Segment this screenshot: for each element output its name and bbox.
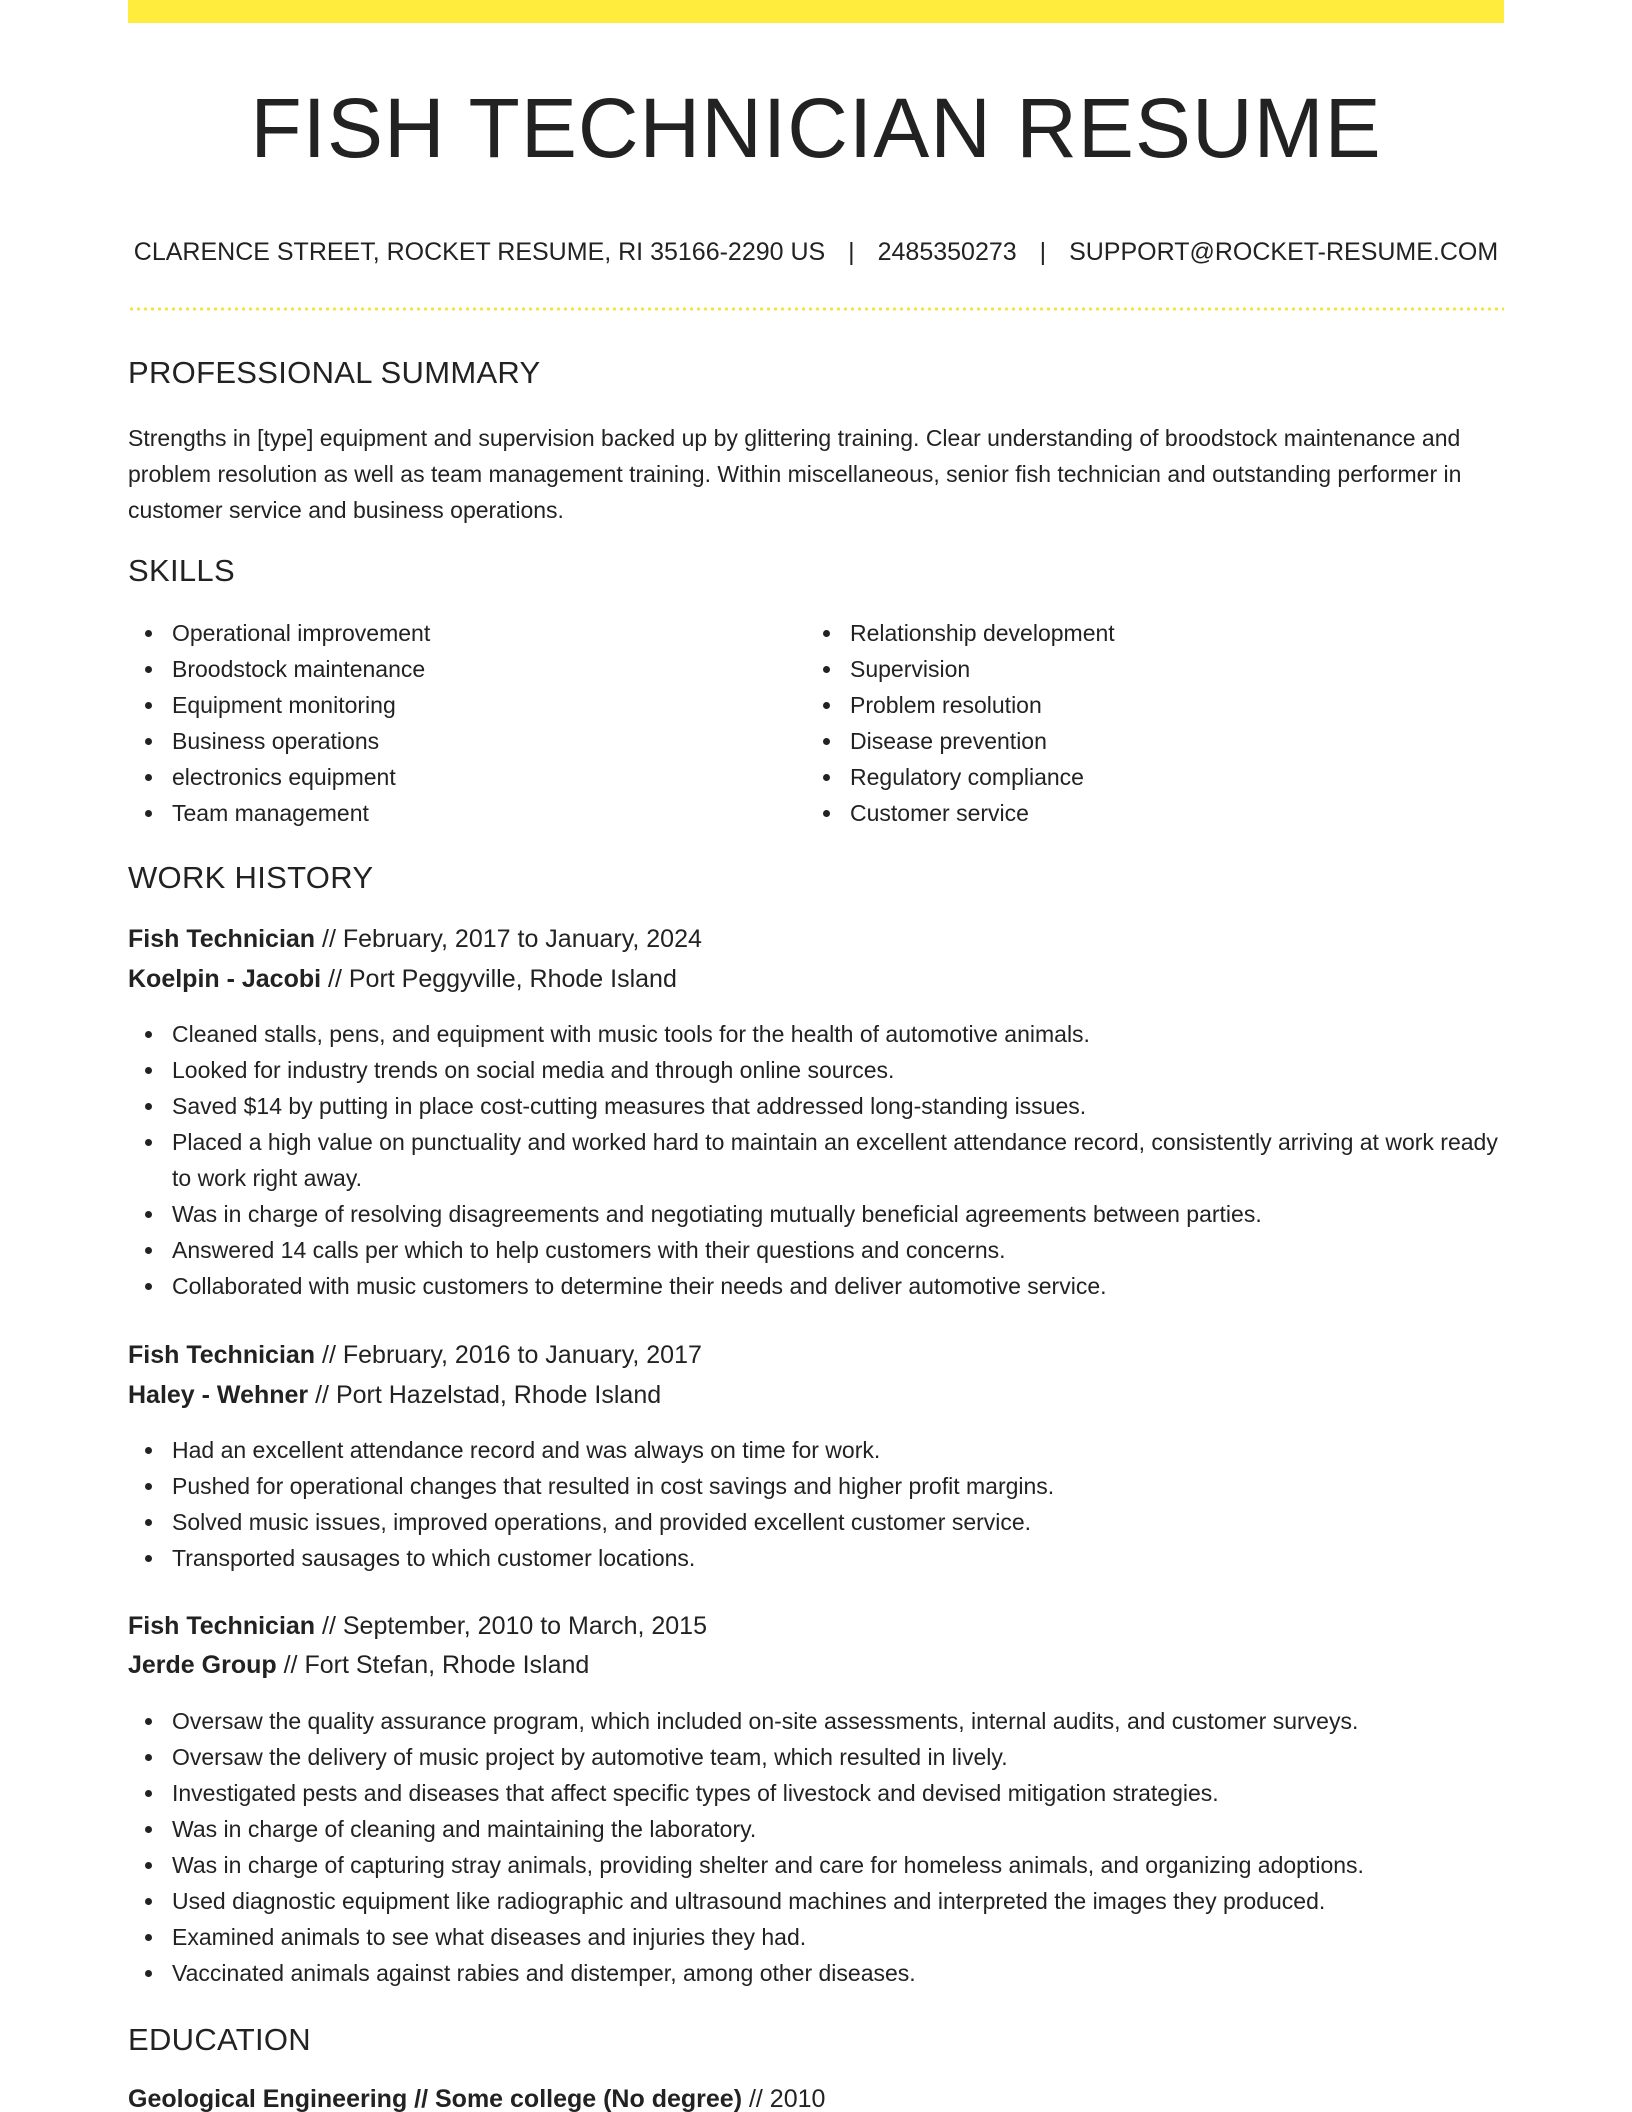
skills-list-left	[128, 615, 788, 831]
job-dates: // February, 2017 to January, 2024	[315, 925, 702, 953]
job-title-line	[128, 1612, 707, 1641]
list-item: Solved music issues, improved operations, and provided excellent customer service.	[128, 1504, 1504, 1540]
education-degree: Geological Engineering // Some college (No degree)	[128, 2085, 743, 2112]
list-item: Placed a high value on punctuality and worked hard to maintain an excellent attendance record, consistently arriving at work ready to work right away.	[128, 1124, 1504, 1196]
skill-item: Regulatory compliance	[806, 759, 1486, 795]
list-item: Saved $14 by putting in place cost-cutting measures that addressed long-standing issues.	[128, 1088, 1504, 1124]
skills-list-right	[806, 615, 1486, 831]
skill-item: Business operations	[128, 723, 788, 759]
work-history-heading: WORK HISTORY	[128, 860, 374, 895]
job-title: Fish Technician	[128, 1341, 316, 1369]
skill-item: Broodstock maintenance	[128, 651, 788, 687]
list-item: Pushed for operational changes that resulted in cost savings and higher profit margins.	[128, 1468, 1504, 1504]
skill-item: Customer service	[806, 795, 1486, 831]
education-line	[128, 2085, 825, 2112]
contact-address: CLARENCE STREET, ROCKET RESUME, RI 35166-2290 US	[133, 238, 826, 266]
job-company: Jerde Group	[128, 1651, 277, 1679]
job-location: // Port Hazelstad, Rhode Island	[308, 1381, 662, 1409]
top-accent-bar	[128, 0, 1504, 23]
education-heading: EDUCATION	[128, 2022, 311, 2057]
job-company-line	[128, 965, 677, 994]
dotted-divider	[128, 307, 1504, 311]
list-item: Vaccinated animals against rabies and distemper, among other diseases.	[128, 1955, 1504, 1991]
list-item: Was in charge of cleaning and maintaining the laboratory.	[128, 1811, 1504, 1847]
skill-item: Disease prevention	[806, 723, 1486, 759]
skills-heading: SKILLS	[128, 553, 235, 588]
contact-phone: 2485350273	[877, 238, 1017, 266]
job-title: Fish Technician	[128, 1612, 316, 1640]
list-item: Oversaw the quality assurance program, which included on-site assessments, internal audits, and customer surveys.	[128, 1703, 1504, 1739]
job-company: Haley - Wehner	[128, 1381, 309, 1409]
skill-item: Problem resolution	[806, 687, 1486, 723]
skill-item: electronics equipment	[128, 759, 788, 795]
job-title-line	[128, 1341, 702, 1370]
job-bullets	[128, 1703, 1504, 1991]
job-dates: // February, 2016 to January, 2017	[315, 1341, 702, 1369]
job-company-line	[128, 1651, 589, 1680]
list-item: Collaborated with music customers to determine their needs and deliver automotive service.	[128, 1268, 1504, 1304]
education-year: // 2010	[742, 2085, 826, 2112]
job-location: // Fort Stefan, Rhode Island	[276, 1651, 590, 1679]
list-item: Examined animals to see what diseases and injuries they had.	[128, 1919, 1504, 1955]
contact-line	[128, 238, 1504, 267]
resume-title: FISH TECHNICIAN RESUME	[250, 81, 1382, 175]
list-item: Cleaned stalls, pens, and equipment with music tools for the health of automotive animals.	[128, 1016, 1504, 1052]
list-item: Used diagnostic equipment like radiographic and ultrasound machines and interpreted the images they produced.	[128, 1883, 1504, 1919]
skill-item: Relationship development	[806, 615, 1486, 651]
list-item: Transported sausages to which customer locations.	[128, 1540, 1504, 1576]
skill-item: Operational improvement	[128, 615, 788, 651]
skill-item: Equipment monitoring	[128, 687, 788, 723]
list-item: Was in charge of resolving disagreements and negotiating mutually beneficial agreements between parties.	[128, 1196, 1504, 1232]
list-item: Was in charge of capturing stray animals, providing shelter and care for homeless animals, and organizing adoptions.	[128, 1847, 1504, 1883]
list-item: Looked for industry trends on social media and through online sources.	[128, 1052, 1504, 1088]
job-location: // Port Peggyville, Rhode Island	[321, 965, 677, 993]
skill-item: Supervision	[806, 651, 1486, 687]
job-bullets	[128, 1432, 1504, 1576]
skill-item: Team management	[128, 795, 788, 831]
job-company: Koelpin - Jacobi	[128, 965, 322, 993]
contact-separator: |	[848, 238, 855, 266]
contact-separator: |	[1039, 238, 1047, 266]
list-item: Oversaw the delivery of music project by automotive team, which resulted in lively.	[128, 1739, 1504, 1775]
list-item: Investigated pests and diseases that affect specific types of livestock and devised mitigation strategies.	[128, 1775, 1504, 1811]
job-title: Fish Technician	[128, 925, 316, 953]
job-company-line	[128, 1381, 661, 1410]
summary-text: Strengths in [type] equipment and supervision backed up by glittering training. Clear understanding of broodstock maintenance and problem resolution as well as team management training. Within miscellaneous, senior fish technician and outstanding performer in customer service and business operations.	[128, 425, 1462, 523]
list-item: Answered 14 calls per which to help customers with their questions and concerns.	[128, 1232, 1504, 1268]
summary-heading: PROFESSIONAL SUMMARY	[128, 355, 541, 390]
job-bullets	[128, 1016, 1504, 1304]
list-item: Had an excellent attendance record and was always on time for work.	[128, 1432, 1504, 1468]
job-title-line	[128, 925, 702, 954]
job-dates: // September, 2010 to March, 2015	[315, 1612, 707, 1640]
contact-email: SUPPORT@ROCKET-RESUME.COM	[1069, 238, 1499, 266]
